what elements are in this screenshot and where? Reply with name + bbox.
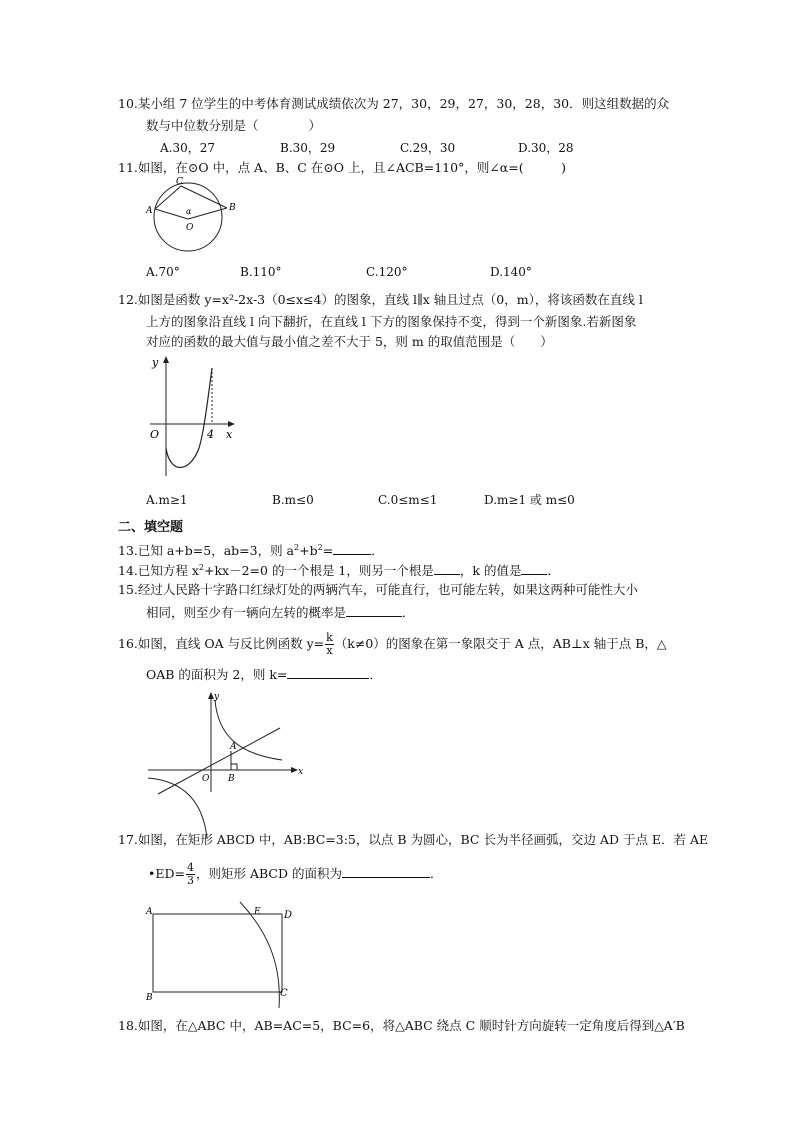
q11-option-b: B.110°	[240, 265, 282, 279]
section-fill-in-heading: 二、填空题	[118, 520, 184, 535]
q14-line: 14.已知方程 $x^2+kx-2=0$ 的一个根是 1，则另一个根是 ，k 的值是 ．	[118, 562, 560, 578]
q17-fraction: $\frac{4}{3}$	[187, 861, 194, 887]
q14-blank-root[interactable]	[434, 562, 460, 575]
q10-option-b: B.30，29	[280, 141, 336, 155]
q15-line1: 15.经过人民路十字路口红绿灯处的两辆汽车，可能直行，也可能左转，如果这两种可能性大小	[118, 582, 638, 597]
q11-line1: 11.如图，在⊙O 中，点 A、B、C 在⊙O 上，且∠ACB=110°，则∠α=( )	[118, 160, 566, 175]
label-b: B	[146, 993, 153, 1003]
chord-cb	[181, 186, 227, 208]
label-c: C	[280, 988, 288, 999]
label-o: O	[150, 428, 160, 441]
q12-option-b: B.m≤0	[272, 493, 314, 507]
q10-option-c: C.29，30	[400, 141, 456, 155]
radius-ob	[188, 208, 227, 219]
q16-fraction: $\frac{k}{x}$	[326, 631, 333, 657]
q16-hyperbola-figure	[148, 690, 302, 794]
q12-line3: 对应的函数的最大值与最小值之差不大于 5，则 m 的取值范围是（ ）	[146, 334, 553, 349]
radius-oa	[155, 209, 188, 219]
label-d: D	[284, 910, 293, 921]
q16-line2: OAB 的面积为 2，则 k= ．	[146, 667, 382, 682]
q14-blank-k[interactable]	[521, 562, 547, 575]
q12-option-c: C.0≤m≤1	[378, 493, 438, 507]
q17-blank[interactable]	[342, 865, 430, 878]
q17-rectangle-figure	[144, 900, 300, 1010]
label-x: x	[298, 767, 304, 777]
label-four: 4	[207, 428, 214, 441]
q10-option-d: D.30，28	[518, 141, 574, 155]
label-b: B	[229, 203, 236, 213]
label-a: A	[230, 742, 237, 752]
label-b: B	[228, 774, 235, 784]
label-y: y	[152, 356, 159, 369]
q10-option-a: A.30，27	[160, 141, 216, 155]
q10-line2: 数与中位数分别是（ ）	[146, 118, 322, 133]
q12-option-d: D.m≥1 或 m≤0	[484, 493, 575, 507]
y-axis-arrow	[163, 356, 169, 363]
q12-option-a: A.m≥1	[146, 493, 188, 507]
hyperbola-branch-1	[215, 700, 282, 760]
q11-option-d: D.140°	[490, 265, 532, 279]
q18-line1: 18.如图，在△ABC 中，AB=AC=5，BC=6，将△ABC 绕点 C 顺时针方向旋转一定角度后得到△A′B	[118, 1018, 685, 1033]
q17-line1: 17.如图，在矩形 ABCD 中，AB:BC=3:5，以点 B 为圆心，BC 长为半径画弧，交边 AD 于点 E．若 AE	[118, 832, 709, 847]
rectangle-abcd	[153, 914, 282, 992]
x-axis-arrow	[291, 767, 298, 773]
line-oa	[158, 728, 280, 794]
x-axis-arrow	[228, 421, 235, 427]
q11-circle-figure	[144, 176, 244, 256]
q17-line2: •ED= $\frac{4}{3}$ ，则矩形 ABCD 的面积为 ．	[148, 861, 443, 887]
q16-line1: 16.如图，直线 OA 与反比例函数 y= $\frac{k}{x}$ （k≠0）的图象在第一象限交于 A 点，AB⊥x 轴于点 B，△	[118, 631, 667, 657]
q11-option-c: C.120°	[366, 265, 408, 279]
label-e: E	[254, 907, 261, 917]
label-a: A	[146, 206, 153, 216]
label-o: O	[186, 223, 194, 233]
q11-option-a: A.70°	[146, 265, 180, 279]
label-y: y	[214, 692, 220, 702]
q12-line2: 上方的图象沿直线 l 向下翻折，在直线 l 下方的图象保持不变，得到一个新图象.若新图象	[146, 314, 637, 329]
q12-parabola-figure	[148, 354, 248, 480]
label-o: O	[202, 774, 210, 784]
label-alpha: α	[186, 207, 192, 216]
circle-o	[154, 183, 222, 251]
label-c: C	[176, 177, 183, 187]
hyperbola-branch-3	[148, 778, 207, 838]
label-x: x	[226, 428, 233, 441]
q15-line2: 相同，则至少有一辆向左转的概率是 ．	[146, 605, 415, 620]
q16-blank[interactable]	[287, 666, 369, 679]
q13-line: 13.已知 a+b=5，ab=3，则 $a^2+b^2=$ ．	[118, 542, 384, 558]
q12-line1: 12.如图是函数 y=x²-2x-3（0≤x≤4）的图象，直线 l∥x 轴且过点（0，m），将该函数在直线 l	[118, 292, 643, 307]
parabola-curve	[166, 368, 212, 468]
q10-line1: 10.某小组 7 位学生的中考体育测试成绩依次为 27，30，29，27，30，28，30．则这组数据的众	[118, 96, 670, 111]
q15-blank[interactable]	[346, 604, 402, 617]
q13-blank[interactable]	[333, 542, 371, 555]
right-angle-mark	[231, 764, 237, 770]
label-a: A	[146, 907, 153, 917]
